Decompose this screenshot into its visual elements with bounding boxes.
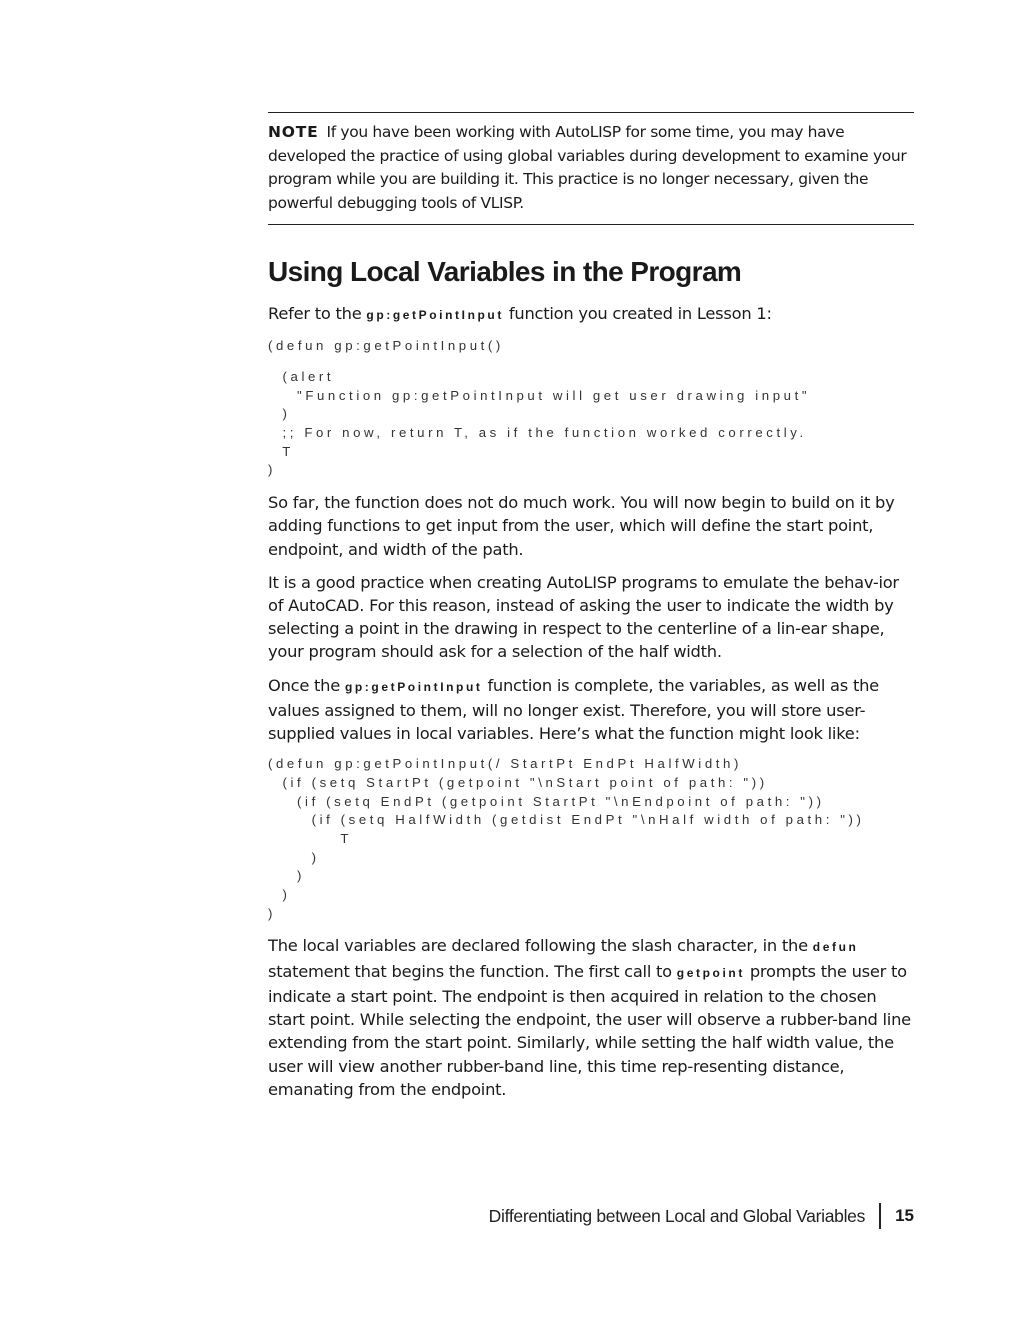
code-block-local-vars: [268, 755, 914, 923]
code-line: ): [268, 887, 291, 903]
footer-chapter-title: Differentiating between Local and Global Variables: [488, 1205, 866, 1226]
code-block-stub: [268, 337, 914, 480]
paragraph-so-far: So far, the function does not do much work. You will now begin to build on it by adding functions to get input from the user, which will define the start point, endpoint, and width of the path.: [268, 493, 895, 559]
paragraph-refer-before: Refer to the: [268, 304, 367, 323]
paragraph-local-before: The local variables are declared following the slash character, in the: [268, 936, 813, 956]
code-line: ;; For now, return T, as if the function worked correctly.: [268, 425, 807, 441]
code-line: (if (setq StartPt (getpoint "\nStart point of path: ")): [268, 774, 768, 790]
code-line: ): [268, 868, 306, 884]
code-line: (defun gp:getPointInput(): [268, 338, 504, 354]
paragraph-local-variables: [268, 934, 914, 1100]
code-line: (defun gp:getPointInput(/ StartPt EndPt HalfWidth): [268, 756, 742, 772]
note-box: [268, 112, 914, 225]
paragraph-local-middle: statement that begins the function. The first call to: [268, 961, 677, 981]
code-line: ): [268, 905, 276, 921]
code-line: "Function gp:getPointInput will get user drawing input": [268, 387, 811, 403]
note-label: NOTE: [268, 123, 319, 141]
code-line: T: [268, 443, 294, 459]
inline-code-function-name: gp:getPointInput: [344, 679, 483, 694]
inline-code-defun: defun: [812, 940, 859, 955]
code-line: (alert: [268, 368, 335, 384]
paragraph-refer: [268, 302, 914, 327]
inline-code-getpoint: getpoint: [676, 965, 745, 980]
paragraph-good-practice: It is a good practice when creating AutoLISP programs to emulate the behav-ior of AutoCAD. For this reason, instead of asking the user to indicate the width by selecting a point in the drawing in respect to the centerline of a lin-ear shape, your program should ask for a selection of the half width.: [268, 572, 899, 662]
paragraph-local-after: prompts the user to indicate a start point. The endpoint is then acquired in relation to the chosen start point. While selecting the endpoint, the user will observe a rubber-band line extending from the start point. Similarly, while setting the half width value, the user will view another rubber-band line, this time rep-resenting distance, emanating from the endpoint.: [268, 961, 911, 1099]
page-content: [268, 112, 914, 1111]
code-line: (if (setq HalfWidth (getdist EndPt "\nHalf width of path: ")): [268, 812, 865, 828]
code-line: ): [268, 406, 291, 422]
code-line: ): [268, 462, 276, 478]
page-number: 15: [895, 1206, 914, 1225]
section-heading: Using Local Variables in the Program: [268, 256, 742, 287]
paragraph-once-after: function is complete, the variables, as well as the values assigned to them, will no longer exist. Therefore, you will store user-supplied values in local variables. Here’s what the function might look like:: [268, 675, 879, 743]
paragraph-once-before: Once the: [268, 675, 345, 695]
note-text: If you have been working with AutoLISP for some time, you may have developed the practice of using global variables during development to examine your program while you are building it. This practice is no longer necessary, given the powerful debugging tools of VLISP.: [268, 123, 907, 212]
code-line: (if (setq EndPt (getpoint StartPt "\nEndpoint of path: ")): [268, 793, 825, 809]
page-footer: [489, 1202, 914, 1230]
code-line: T: [268, 830, 353, 846]
code-line: ): [268, 849, 320, 865]
paragraph-once: [268, 674, 914, 746]
inline-code-function-name: gp:getPointInput: [366, 308, 504, 322]
paragraph-refer-after: function you created in Lesson 1:: [503, 304, 772, 323]
